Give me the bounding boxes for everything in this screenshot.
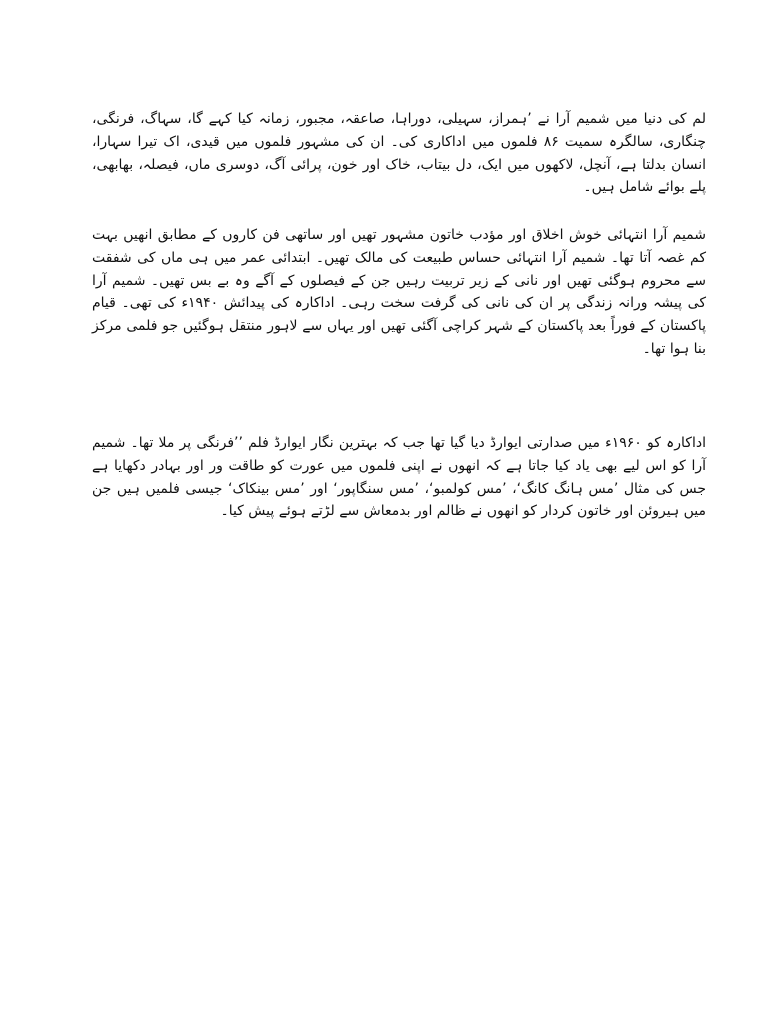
paragraph-awards: اداکارہ کو ۱۹۶۰ء میں صدارتی ایوارڈ دیا گیا تھا جب کہ بہترین نگار ایوارڈ فلم ’’فرنگی پر ملا تھا۔ شمیم آرا کو اس لیے بھی یاد کیا جاتا ہے کہ انھوں نے اپنی فلموں میں عورت کو طاقت ور اور بہادر دکھایا ہے جس کی مثال ’مس ہانگ کانگ‘، ’مس کولمبو‘، ’مس سنگاپور‘ اور ’مس بینکاک‘ جیسی فلمیں ہیں جن میں ہیروئن اور خاتون کردار کو انھوں نے ظالم اور بدمعاش سے لڑتے ہوئے پیش کیا۔ [92, 435, 706, 520]
paragraph-filmography: لم کی دنیا میں شمیم آرا نے ’ہمراز، سہیلی، دوراہا، صاعقہ، مجبور، زمانہ کیا کہے گا، سہاگ، فرنگی، چنگاری، سالگرہ سمیت ۸۶ فلموں میں اداکاری کی۔ ان کی مشہور فلموں میں قیدی، اک تیرا سہارا، انسان بدلتا ہے، آنچل، لاکھوں میں ایک، دل بیتاب، خاک اور خون، پرائی آگ، دوسری ماں، فیصلہ، بھابھی، پلے بوائے شامل ہیں۔ [92, 111, 707, 196]
paragraph-biography: شمیم آرا انتہائی خوش اخلاق اور مؤدب خاتون مشہور تھیں اور ساتھی فن کاروں کے مطابق انھیں بہت کم غصہ آتا تھا۔ شمیم آرا انتہائی حساس طبیعت کی مالک تھیں۔ ابتدائی عمر میں ہی ماں کی شفقت سے محروم ہوگئی تھیں اور نانی کے زیر تربیت رہیں جن کے فیصلوں کے آگے وہ بے بس تھیں۔ شمیم آرا کی پیشہ ورانہ زندگی پر ان کی نانی کی گرفت سخت رہی۔ اداکارہ کی پیدائش ۱۹۴۰ء کی تھی۔ قیام پاکستان کے فوراً بعد پاکستان کے شہر کراچی آگئی تھیں اور یہاں سے لاہور منتقل ہوگئیں جو فلمی مرکز بنا ہوا تھا۔ [92, 227, 706, 357]
